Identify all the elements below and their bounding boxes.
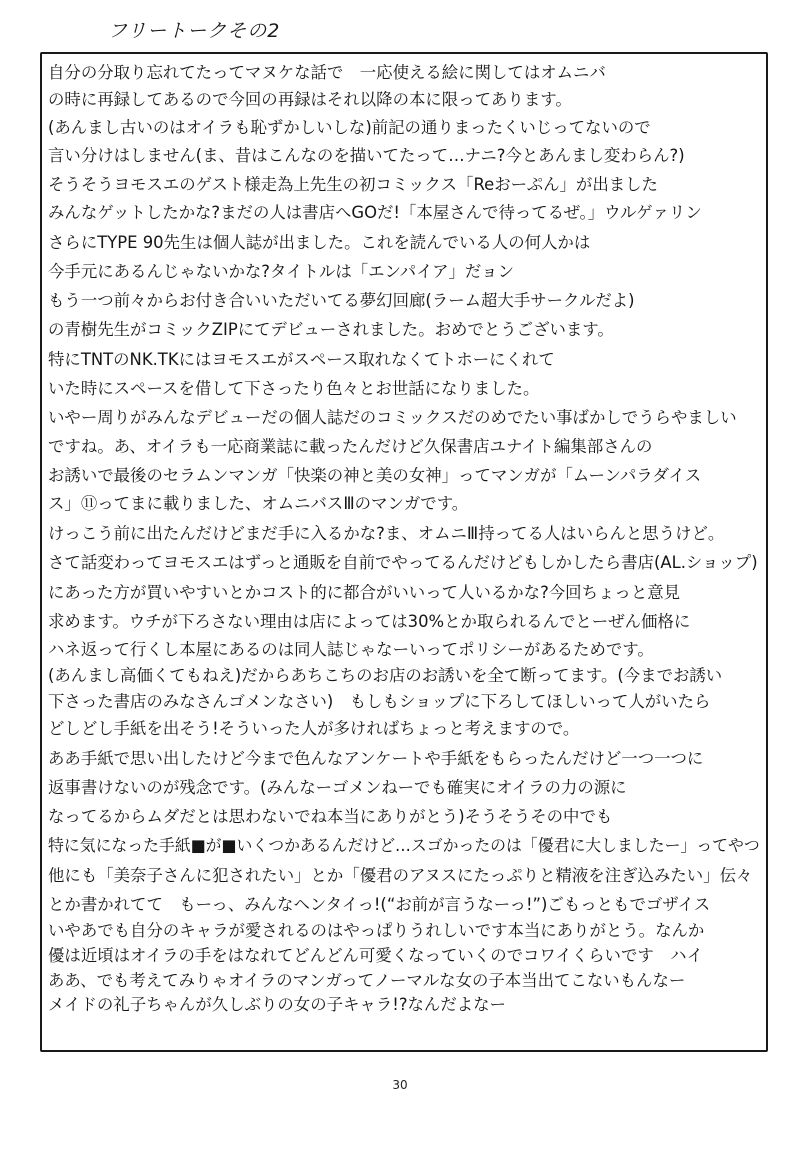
text-line: ス」⑪ってまに載りました、オムニバスⅢのマンガです。 [48, 494, 469, 513]
page-number: 30 [392, 1078, 408, 1092]
text-line: さて話変わってヨモスエはずっと通販を自前でやってるんだけどもしかしたら書店(AL.ショップ) [48, 553, 758, 572]
text-line: 下さった書店のみなさんゴメンなさい) もしもショップに下ろしてほしいって人がいたら [48, 692, 711, 711]
text-line: ああ手紙で思い出したけど今まで色んなアンケートや手紙をもらったんだけど一つ一つに [48, 749, 704, 768]
text-line: ああ、でも考えてみりゃオイラのマンガってノーマルな女の子本当出てこないもんなー [48, 971, 686, 990]
text-line: 自分の分取り忘れてたってマヌケな話で 一応使える絵に関してはオムニバ [48, 63, 606, 82]
page-heading: フリートークその2 [108, 20, 281, 42]
text-line: さらにTYPE 90先生は個人誌が出ました。これを読んでいる人の何人かは [48, 233, 591, 252]
text-line: の青樹先生がコミックZIPにてデビューされました。おめでとうございます。 [48, 320, 614, 339]
text-line: メイドの礼子ちゃんが久しぶりの女の子キャラ!?なんだよなー [48, 995, 506, 1014]
text-line: とか書かれてて もーっ、みんなヘンタイっ!(“お前が言うなーっ!”)ごもっともでゴザイス [48, 895, 711, 914]
text-line: いやあでも自分のキャラが愛されるのはやっぱりうれしいです本当にありがとう。なんか [48, 921, 705, 940]
text-line: いやー周りがみんなデビューだの個人誌だのコミックスだのめでたい事ばかしでうらやましい [48, 408, 737, 427]
text-line: 今手元にあるんじゃないかな?タイトルは「エンパイア」だョン [48, 262, 515, 281]
text-line: けっこう前に出たんだけどまだ手に入るかな?ま、オムニⅢ持ってる人はいらんと思うけど。 [48, 524, 725, 543]
text-line: 求めます。ウチが下ろさない理由は店によっては30%とか取られるんでとーぜん価格に [48, 612, 691, 631]
text-line: の時に再録してあるので今回の再録はそれ以降の本に限ってあります。 [48, 90, 572, 109]
text-line: なってるからムダだとは思わないでね本当にありがとう)そうそうその中でも [48, 807, 613, 826]
text-line: いた時にスペースを借して下さったり色々とお世話になりました。 [48, 379, 540, 398]
text-line: (あんまし高価くてもねえ)だからあちこちのお店のお誘いを全て断ってます。(今までお誘い [48, 666, 723, 685]
text-line: そうそうヨモスエのゲスト様走為上先生の初コミックス「Reおーぷん」が出ました [48, 175, 658, 194]
text-line: みんなゲットしたかな?まだの人は書店へGOだ!「本屋さんで待ってるぜ。」ウルゲァリン [48, 203, 702, 222]
text-line: もう一つ前々からお付き合いいただいてる夢幻回廊(ラーム超大手サークルだよ) [48, 291, 635, 310]
text-line: ですね。あ、オイラも一応商業誌に載ったんだけど久保書店ユナイト編集部さんの [48, 437, 653, 456]
text-line: 特に気になった手紙■が■いくつかあるんだけど…スゴかったのは「優君に大しましたー」ってやつ [48, 836, 760, 855]
text-line: (あんまし古いのはオイラも恥ずかしいしな)前記の通りまったくいじってないので [48, 118, 651, 137]
text-line: お誘いで最後のセラムンマンガ「快楽の神と美の女神」ってマンガが「ムーンパラダイス [48, 466, 702, 485]
text-line: 特にTNTのNK.TKにはヨモスエがスペース取れなくてトホーにくれて [48, 350, 555, 369]
text-line: にあった方が買いやすいとかコスト的に都合がいいって人いるかな?今回ちょっと意見 [48, 583, 681, 602]
text-line: どしどし手紙を出そう!そういった人が多ければちょっと考えますので。 [48, 719, 580, 738]
text-line: 言い分けはしません(ま、昔はこんなのを描いてたって…ナニ?今とあんまし変わらん?) [48, 146, 685, 165]
text-line: 優は近頃はオイラの手をはなれてどんどん可愛くなっていくのでコワイくらいです ハイ [48, 946, 704, 965]
text-line: 他にも「美奈子さんに犯されたい」とか「優君のアヌスにたっぷりと精液を注ぎ込みたい」伝々 [48, 866, 753, 885]
text-line: ハネ返って行くし本屋にあるのは同人誌じゃなーいってポリシーがあるためです。 [48, 640, 654, 659]
text-line: 返事書けないのが残念です。(みんなーゴメンねーでも確実にオイラの力の源に [48, 778, 627, 797]
